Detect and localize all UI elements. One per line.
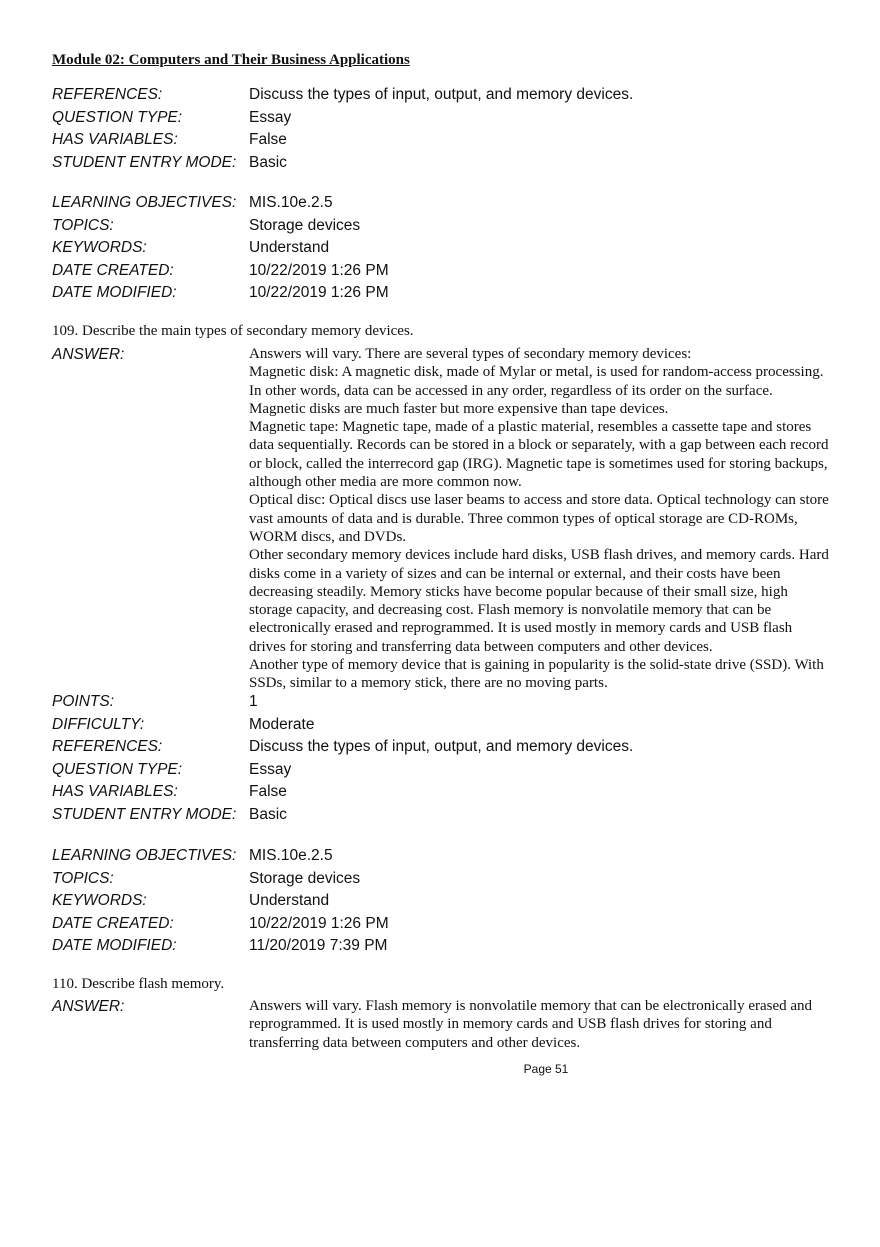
field-value: Essay: [249, 760, 292, 778]
field-value: Basic: [249, 805, 287, 823]
answer-paragraph: Other secondary memory devices include hard disks, USB flash drives, and memory cards. Hard disks come in a variety of sizes and can be internal or external, and their costs have been decreasing steadily. Memory sticks have become popular because of their small size, high storage capacity, and decreasing cost. Flash memory is nonvolatile memory that can be electronically erased and reprogrammed. It is used mostly in memory cards and USB flash drives for storing and transferring data between computers and other devices.: [249, 547, 829, 655]
field-label: QUESTION TYPE:: [52, 108, 183, 126]
field-label: DIFFICULTY:: [52, 715, 145, 733]
metadata-row: [52, 152, 832, 175]
field-label: DATE MODIFIED:: [52, 937, 177, 954]
metadata-row: [52, 129, 832, 152]
field-value: 11/20/2019 7:39 PM: [249, 937, 388, 954]
field-value: Understand: [249, 892, 330, 909]
metadata-row: [52, 935, 832, 958]
field-label: TOPICS:: [52, 869, 114, 887]
field-label: REFERENCES:: [52, 86, 163, 103]
field-value: 10/22/2019 1:26 PM: [249, 284, 389, 301]
field-label: KEYWORDS:: [52, 239, 147, 256]
field-value: False: [249, 783, 287, 800]
field-label: HAS VARIABLES:: [52, 783, 178, 800]
metadata-row: [52, 913, 832, 936]
field-value: 1: [249, 693, 258, 710]
field-value: MIS.10e.2.5: [249, 194, 333, 211]
metadata-block-d: [52, 845, 832, 958]
field-label: DATE CREATED:: [52, 914, 174, 932]
field-label: DATE MODIFIED:: [52, 284, 177, 301]
field-label: STUDENT ENTRY MODE:: [52, 805, 237, 823]
field-value: MIS.10e.2.5: [249, 847, 333, 864]
answer-label: ANSWER:: [52, 346, 125, 363]
field-label: REFERENCES:: [52, 738, 163, 755]
field-value: Storage devices: [249, 869, 361, 887]
field-value: 10/22/2019 1:26 PM: [249, 914, 389, 932]
field-value: Moderate: [249, 715, 315, 733]
metadata-row: [52, 84, 832, 107]
question-109: 109. Describe the main types of secondary memory devices.: [52, 323, 414, 339]
field-value: Storage devices: [249, 216, 361, 234]
metadata-block-a: [52, 84, 832, 174]
metadata-row: [52, 736, 832, 759]
metadata-row: [52, 691, 832, 714]
field-label: DATE CREATED:: [52, 261, 174, 279]
answer-paragraph: Magnetic tape: Magnetic tape, made of a plastic material, resembles a cassette tape and stores data sequentially. Records can be stored in a block or separately, with a gap between each record or block, called the interrecord gap (IRG). Magnetic tape is sometimes used for storing backups, although other media are more common now.: [249, 419, 829, 491]
answer-label: ANSWER:: [52, 998, 125, 1015]
field-value: Discuss the types of input, output, and memory devices.: [249, 738, 634, 755]
metadata-row: [52, 759, 832, 782]
page-footer: [0, 1062, 880, 1076]
field-label: KEYWORDS:: [52, 892, 147, 909]
page-number: Page 51: [523, 1062, 569, 1076]
answer-text: [249, 345, 829, 693]
field-value: Basic: [249, 153, 287, 171]
metadata-row: [52, 845, 832, 868]
answer-110: [52, 997, 842, 1052]
answer-paragraph: Magnetic disk: A magnetic disk, made of Mylar or metal, is used for random-access processing. In other words, data can be accessed in any order, regardless of its order on the surface. Magnetic disks are much faster but more expensive than tape devices.: [249, 364, 824, 417]
metadata-block-b: [52, 192, 832, 305]
metadata-row: [52, 890, 832, 913]
field-value: Discuss the types of input, output, and memory devices.: [249, 86, 634, 103]
field-label: LEARNING OBJECTIVES:: [52, 194, 237, 211]
answer-paragraph: Another type of memory device that is gaining in popularity is the solid-state drive (SSD). With SSDs, similar to a memory stick, there are no moving parts.: [249, 657, 824, 692]
metadata-row: [52, 215, 832, 238]
field-value: Understand: [249, 239, 330, 256]
question-110: 110. Describe flash memory.: [52, 976, 225, 992]
answer-109: [52, 345, 842, 693]
field-label: POINTS:: [52, 693, 115, 710]
metadata-row: [52, 804, 832, 827]
metadata-row: [52, 868, 832, 891]
module-header: Module 02: Computers and Their Business Applications: [52, 52, 410, 68]
metadata-row: [52, 260, 832, 283]
field-label: STUDENT ENTRY MODE:: [52, 153, 237, 171]
answer-paragraph: Answers will vary. There are several types of secondary memory devices:: [249, 346, 692, 362]
field-value: 10/22/2019 1:26 PM: [249, 261, 389, 279]
answer-paragraph: Answers will vary. Flash memory is nonvolatile memory that can be electronically erased and reprogrammed. It is used mostly in memory cards and USB flash drives for storing and transferring data between computers and other devices.: [249, 998, 813, 1051]
metadata-row: [52, 192, 832, 215]
field-value: False: [249, 131, 287, 148]
field-label: HAS VARIABLES:: [52, 131, 178, 148]
metadata-row: [52, 781, 832, 804]
answer-text: [249, 997, 829, 1052]
answer-paragraph: Optical disc: Optical discs use laser beams to access and store data. Optical technology can store vast amounts of data and is durable. Three common types of optical storage are CD-ROMs, WORM discs, and DVDs.: [249, 492, 829, 545]
field-label: LEARNING OBJECTIVES:: [52, 847, 237, 864]
metadata-row: [52, 282, 832, 305]
field-label: QUESTION TYPE:: [52, 760, 183, 778]
field-value: Essay: [249, 108, 292, 126]
metadata-block-c: [52, 691, 832, 826]
metadata-row: [52, 107, 832, 130]
field-label: TOPICS:: [52, 216, 114, 234]
metadata-row: [52, 237, 832, 260]
metadata-row: [52, 714, 832, 737]
